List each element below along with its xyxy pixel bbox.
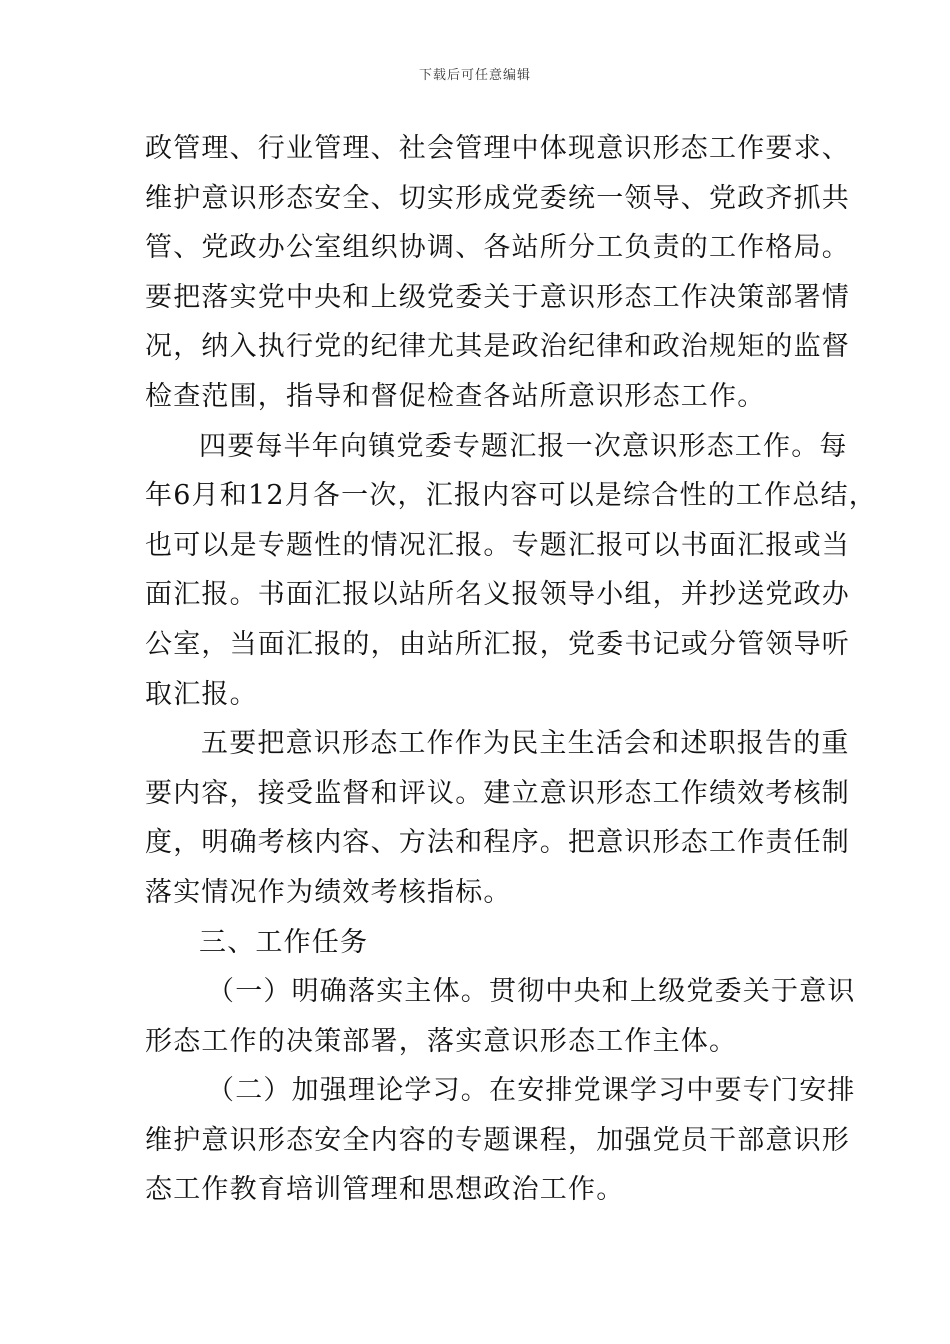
text-line: 也可以是专题性的情况汇报。专题汇报可以书面汇报或当 [145, 529, 850, 561]
text-line: 况，纳入执行党的纪律尤其是政治纪律和政治规矩的监督 [145, 331, 850, 363]
paragraph-first-line: 四要每半年向镇党委专题汇报一次意识形态工作。每 [199, 430, 848, 462]
text-line: 要内容，接受监督和评议。建立意识形态工作绩效考核制 [145, 777, 850, 809]
section-heading: 三、工作任务 [199, 926, 369, 958]
subsection-first-line: （二）加强理论学习。在安排党课学习中要专门安排 [207, 1075, 856, 1107]
text-line: 度，明确考核内容、方法和程序。把意识形态工作责任制 [145, 827, 850, 859]
text-line: 公室，当面汇报的，由站所汇报，党委书记或分管领导听 [145, 628, 850, 660]
text-line: 维护意识形态安全、切实形成党委统一领导、党政齐抓共 [145, 182, 850, 214]
text-line: 形态工作的决策部署，落实意识形态工作主体。 [145, 1025, 738, 1057]
document-body [145, 124, 877, 1215]
text-line: 维护意识形态安全内容的专题课程，加强党员干部意识形 [145, 1124, 850, 1156]
text-line: 政管理、行业管理、社会管理中体现意识形态工作要求、 [145, 133, 850, 164]
text-line: 落实情况作为绩效考核指标。 [145, 876, 512, 908]
text-line: 检查范围，指导和督促检查各站所意识形态工作。 [145, 380, 766, 412]
page-header-note: 下载后可任意编辑 [418, 68, 531, 83]
text-line: 年6月和12月各一次，汇报内容可以是综合性的工作总结， [145, 480, 877, 512]
text-line: 要把落实党中央和上级党委关于意识形态工作决策部署情 [145, 281, 850, 313]
paragraph-first-line: 五要把意识形态工作作为民主生活会和述职报告的重 [201, 728, 850, 760]
text-line: 面汇报。书面汇报以站所名义报领导小组，并抄送党政办 [145, 579, 850, 611]
subsection-first-line: （一）明确落实主体。贯彻中央和上级党委关于意识 [207, 976, 856, 1008]
text-line: 取汇报。 [145, 678, 258, 710]
text-line: 管、党政办公室组织协调、各站所分工负责的工作格局。 [145, 232, 850, 264]
text-line: 态工作教育培训管理和思想政治工作。 [145, 1174, 625, 1206]
